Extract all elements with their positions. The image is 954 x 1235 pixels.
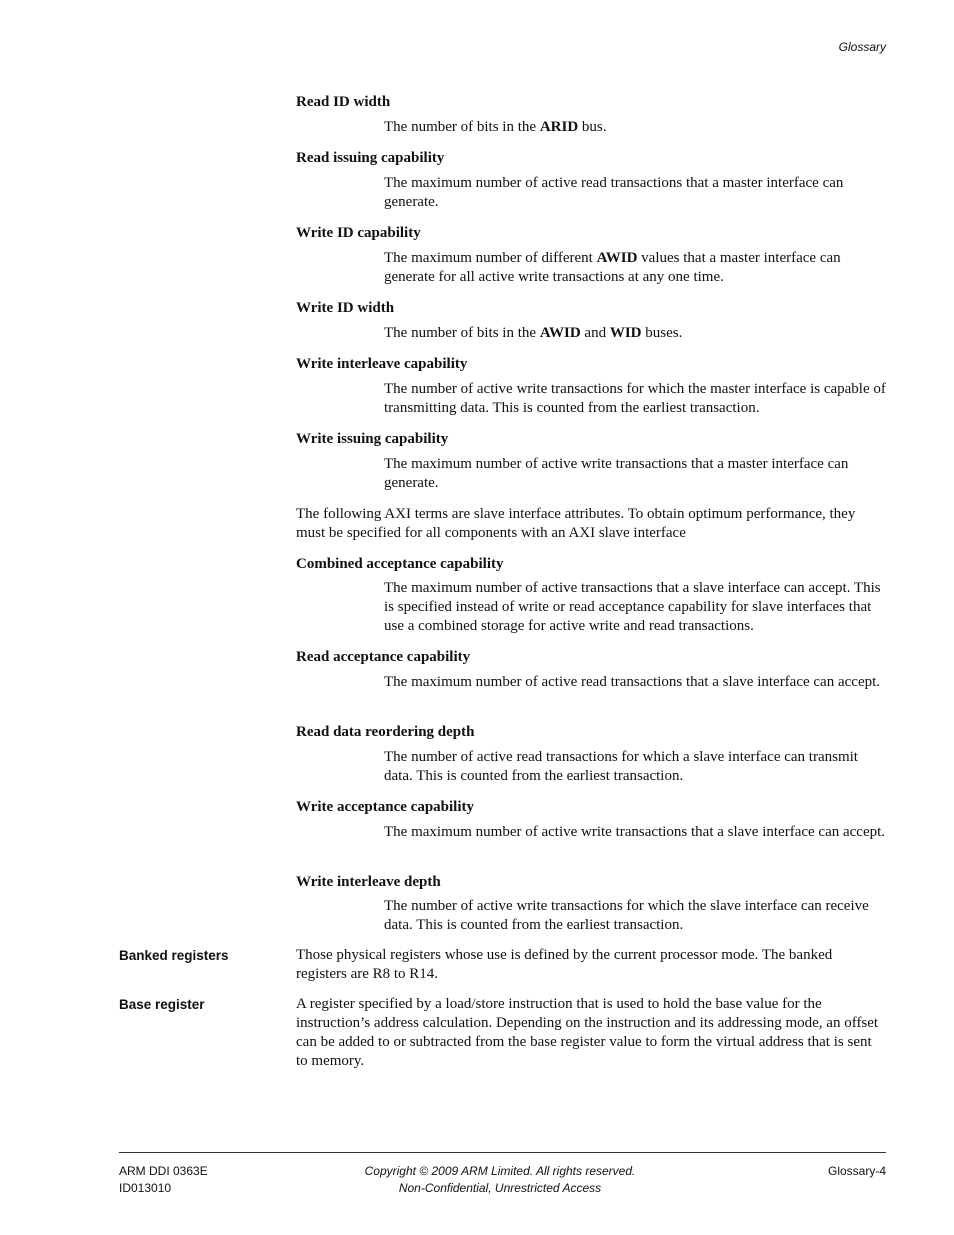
attribute-definition: The number of bits in the ARID bus. bbox=[384, 119, 607, 135]
footer-document-ids bbox=[119, 1163, 208, 1197]
slave-attributes-intro: The following AXI terms are slave interface attributes. To obtain optimum performance, they must be specified for all components with an AXI slave interface bbox=[296, 506, 856, 541]
attribute-term: Read data reordering depth bbox=[296, 724, 475, 740]
glossary-term: Banked registers bbox=[119, 948, 229, 963]
footer-doc-id: ARM DDI 0363E bbox=[119, 1164, 208, 1178]
attribute-definition: The maximum number of active write transactions that a master interface can generate. bbox=[384, 456, 849, 491]
running-header-section: Glossary bbox=[838, 40, 886, 54]
footer-copyright: Copyright © 2009 ARM Limited. All rights reserved. bbox=[364, 1164, 636, 1178]
signal-name: AWID bbox=[596, 250, 638, 266]
footer-divider bbox=[119, 1152, 886, 1153]
signal-name: WID bbox=[609, 325, 642, 341]
glossary-definition: A register specified by a load/store instruction that is used to hold the base value for the instruction’s address calculation. Depending on the instruction and its addressing mode, an offset can be added to or subtracted from the base register value to form the virtual address that is sent to memory. bbox=[296, 996, 879, 1069]
footer-confidentiality: Non-Confidential, Unrestricted Access bbox=[398, 1181, 602, 1195]
attribute-definition: The maximum number of active read transactions that a slave interface can accept. bbox=[384, 674, 881, 690]
attribute-definition: The number of active write transactions for which the master interface is capable of transmitting data. This is counted from the earliest transaction. bbox=[384, 381, 886, 416]
attribute-term: Write acceptance capability bbox=[296, 799, 475, 815]
attribute-definition: The number of bits in the AWID and WID buses. bbox=[384, 325, 683, 341]
signal-name: ARID bbox=[539, 119, 579, 135]
attribute-term: Read ID width bbox=[296, 94, 391, 110]
glossary-definition: Those physical registers whose use is defined by the current processor mode. The banked registers are R8 to R14. bbox=[296, 947, 833, 982]
glossary-term: Base register bbox=[119, 997, 205, 1012]
attribute-term: Write interleave capability bbox=[296, 356, 468, 372]
attribute-term: Write interleave depth bbox=[296, 874, 441, 890]
footer-legal bbox=[300, 1163, 700, 1197]
attribute-definition: The maximum number of active read transactions that a master interface can generate. bbox=[384, 175, 844, 210]
attribute-term: Read issuing capability bbox=[296, 150, 445, 166]
attribute-term: Write ID width bbox=[296, 300, 395, 316]
attribute-definition: The maximum number of active transactions that a slave interface can accept. This is specified instead of write or read acceptance capability for slave interfaces that use a combined storage for active write and read transactions. bbox=[384, 580, 881, 634]
attribute-definition: The maximum number of different AWID values that a master interface can generate for all active write transactions at any one time. bbox=[384, 250, 841, 285]
attribute-definition: The maximum number of active write transactions that a slave interface can accept. bbox=[384, 824, 886, 840]
signal-name: AWID bbox=[539, 325, 581, 341]
attribute-term: Write issuing capability bbox=[296, 431, 449, 447]
attribute-term: Read acceptance capability bbox=[296, 649, 471, 665]
attribute-term: Write ID capability bbox=[296, 225, 421, 241]
attribute-definition: The number of active write transactions for which the slave interface can receive data. This is counted from the earliest transaction. bbox=[384, 898, 869, 933]
attribute-definition: The number of active read transactions for which a slave interface can transmit data. This is counted from the earliest transaction. bbox=[384, 749, 858, 784]
footer-issue-id: ID013010 bbox=[119, 1181, 172, 1195]
footer-page-number: Glossary-4 bbox=[827, 1164, 886, 1178]
attribute-term: Combined acceptance capability bbox=[296, 556, 504, 572]
